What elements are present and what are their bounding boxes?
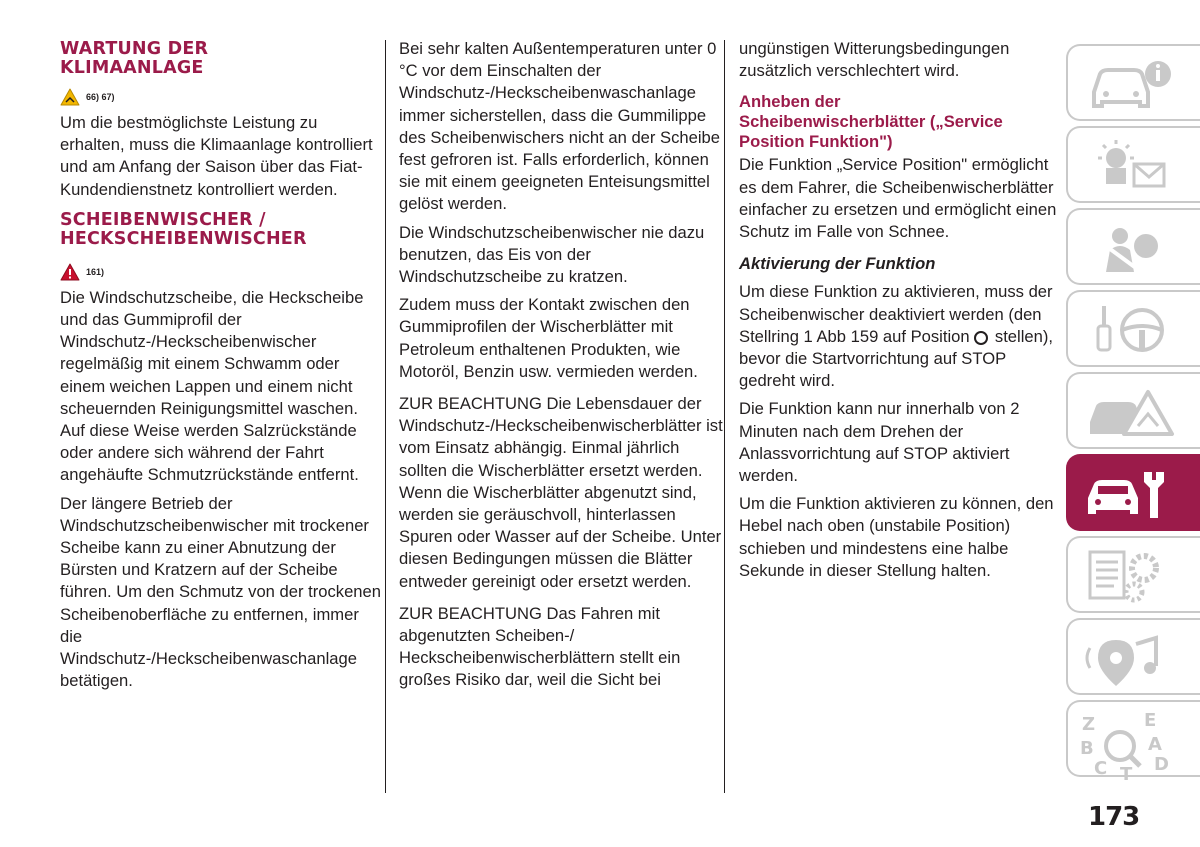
tab-index[interactable]: [1066, 700, 1200, 780]
warning-ref-numbers: 66) 67): [86, 92, 115, 102]
multimedia-icon: [1076, 626, 1196, 690]
paragraph: Die Windschutzscheibenwischer nie dazu benutzen, das Eis von der Windschutzscheibe zu kratzen.: [399, 222, 705, 287]
paragraph-part: stellen), bevor die Startvorrichtung auf STOP gedreht wird.: [739, 326, 1053, 391]
paragraph: Die Windschutzscheibe, die Heckscheibe und das Gummiprofil der Windschutz-/Heckscheibenwischer regelmäßig mit einem Schwamm oder einem weichen Lappen und einem nicht scheuernden Reinigungsmittel waschen. Auf diese Weise werden Salzrückstände oder andere sich während der Fahrt angehäufte Schmutzrückstände entfernt.: [60, 287, 364, 485]
tab-technical-data[interactable]: [1066, 536, 1200, 613]
car-wrench-icon: [1076, 462, 1196, 526]
tab-car-info[interactable]: [1066, 44, 1200, 121]
index-letter: T: [1120, 764, 1133, 780]
alphabet-index-icon: [1076, 708, 1196, 780]
index-letter: C: [1094, 758, 1108, 779]
danger-ref-number: 161): [86, 266, 105, 277]
warning-ref-line: [60, 88, 382, 106]
paragraph: Zudem muss der Kontakt zwischen den Gummiprofilen der Wischerblätter mit Petroleum enthaltenen Produkten, wie Motoröl, Benzin usw. vermieden werden.: [399, 295, 698, 381]
note-paragraph: ZUR BEACHTUNG Die Lebensdauer der Windschutz-/Heckscheibenwischerblätter ist vom Einsatz abhängig. Einmal jährlich sollten die Wischerblätter ersetzt werden. Wenn die Wischerblätter abgenutzt sind, werden sie geräuschvoll, hinterlassen Spuren oder Wasser auf der Scheibe. Unter diesen Bedingungen müssen die Blätter entweder gereinigt oder ersetzt werden.: [399, 394, 723, 591]
tab-maintenance[interactable]: [1066, 454, 1200, 531]
note-paragraph: ZUR BEACHTUNG Das Fahren mit abgenutzten Scheiben-/ Heckscheibenwischerblättern stellt ein großes Risiko dar, weil die Sicht bei: [399, 603, 681, 690]
car-info-icon: [1076, 52, 1196, 116]
danger-ref-line: [60, 263, 382, 281]
heading-wipers: SCHEIBENWISCHER / HECKSCHEIBENWISCHER: [60, 209, 307, 249]
tab-safety[interactable]: [1066, 208, 1200, 285]
column-1: [60, 38, 382, 698]
lights-message-icon: [1076, 134, 1196, 198]
off-position-icon: [974, 331, 988, 345]
airbag-safety-icon: [1076, 216, 1196, 280]
column-3: [739, 38, 1057, 588]
column-divider: [385, 40, 386, 793]
paragraph: Der längere Betrieb der Windschutzscheibenwischer mit trockener Scheibe kann zu einer Abnutzung der Bürsten und Kratzern auf der Scheibe führen. Um den Schmutz von der trockenen Scheibenoberfläche zu entfernen, immer die Windschutz-/Heckscheibenwaschanlage betätigen.: [60, 493, 381, 691]
paragraph: Bei sehr kalten Außentemperaturen unter 0 °C vor dem Einschalten der Windschutz-/Heckscheibenwaschanlage immer sicherstellen, dass die Gummilippe des Scheibenwischers nicht an der Scheibe fest gefroren ist. Falls erforderlich, können sie mit einem geeigneten Enteisungsmittel gelöst werden.: [399, 39, 721, 214]
index-letter: E: [1144, 710, 1157, 731]
paragraph-part: Um diese Funktion zu aktivieren, muss der Scheibenwischer deaktiviert werden (den Stellring 1 Abb 159 auf Position: [739, 282, 1053, 346]
index-letter: Z: [1082, 714, 1096, 735]
tab-lights-messages[interactable]: [1066, 126, 1200, 203]
column-divider: [724, 40, 725, 793]
paragraph: Die Funktion „Service Position" ermöglicht es dem Fahrer, die Scheibenwischerblätter einfacher zu ersetzen und ermöglicht einen Schutz im Falle von Schnee.: [739, 155, 1057, 242]
page-number: 173: [1088, 802, 1140, 832]
paragraph: Die Funktion kann nur innerhalb von 2 Minuten nach dem Drehen der Anlassvorrichtung auf STOP aktiviert werden.: [739, 399, 1020, 486]
index-letter: B: [1080, 738, 1094, 759]
tab-start-drive[interactable]: [1066, 290, 1200, 367]
heading-activation: Aktivierung der Funktion: [739, 254, 936, 274]
specs-gears-icon: [1076, 544, 1196, 608]
column-2: [399, 38, 723, 698]
heading-service-position: Anheben der Scheibenwischerblätter („Service Position Funktion"): [739, 92, 1003, 152]
danger-triangle-icon: [60, 263, 80, 281]
tab-emergency[interactable]: [1066, 372, 1200, 449]
paragraph: [739, 281, 1057, 392]
index-letter: A: [1148, 734, 1162, 755]
heading-climate-maintenance: WARTUNG DER KLIMAANLAGE: [60, 39, 209, 78]
paragraph: ungünstigen Witterungsbedingungen zusätzlich verschlechtert wird.: [739, 39, 1010, 81]
car-warning-icon: [1076, 380, 1196, 444]
paragraph: Um die Funktion aktivieren zu können, den Hebel nach oben (unstabile Position) schieben und mindestens eine halbe Sekunde in dieser Stellung halten.: [739, 494, 1054, 580]
index-letter: D: [1154, 754, 1169, 775]
key-steering-wheel-icon: [1076, 298, 1196, 362]
warning-triangle-icon: [60, 88, 80, 106]
tab-multimedia[interactable]: [1066, 618, 1200, 695]
paragraph: Um die bestmöglichste Leistung zu erhalten, muss die Klimaanlage kontrolliert und am Anfang der Saison über das Fiat-Kundendienstnetz kontrolliert werden.: [60, 113, 373, 199]
